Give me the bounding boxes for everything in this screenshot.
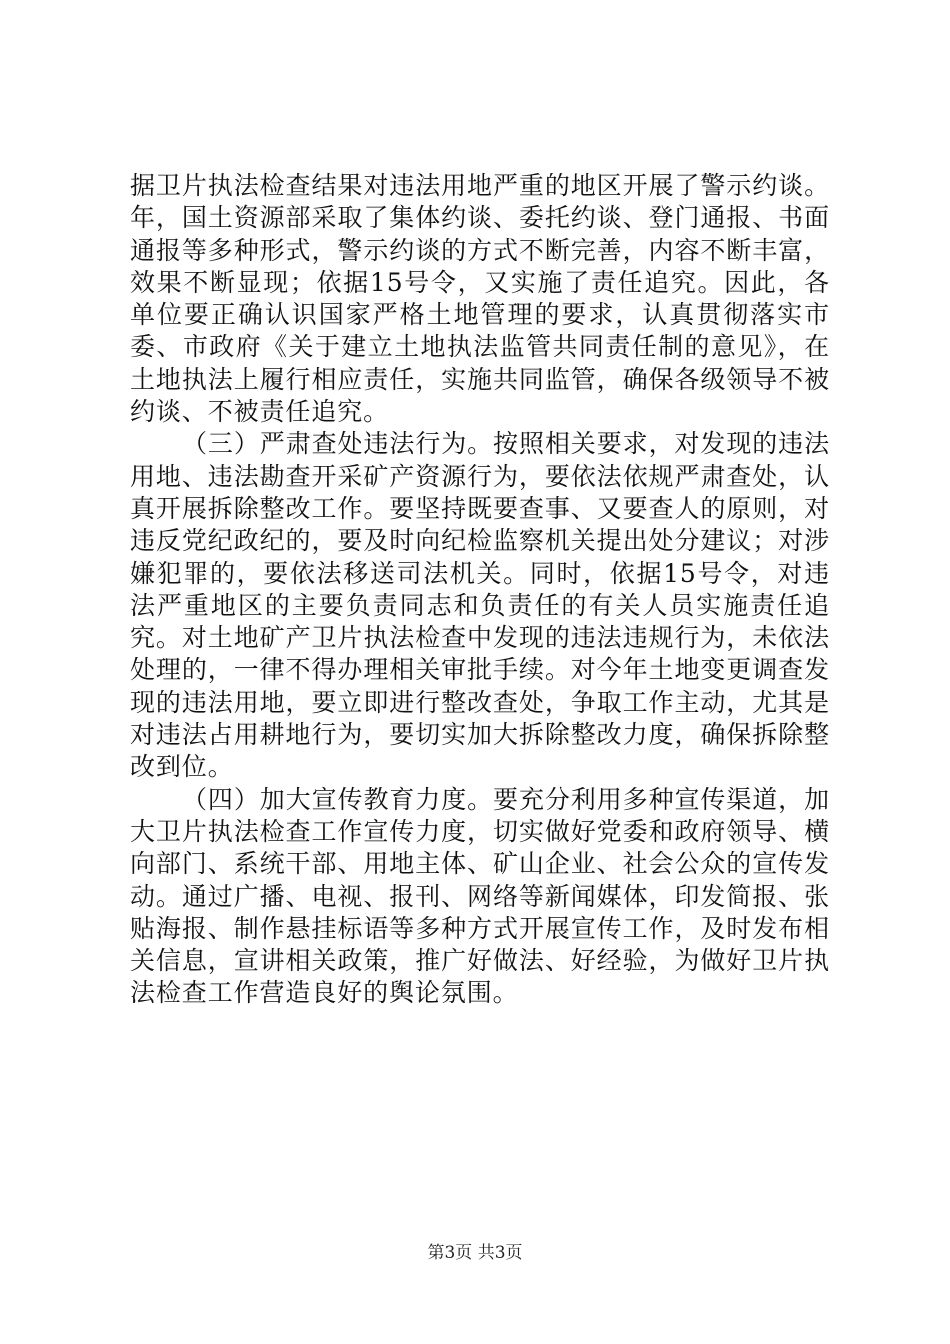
- page-number-footer: 第3页 共3页: [427, 1243, 523, 1263]
- paragraph-section-four: （四）加大宣传教育力度。要充分利用多种宣传渠道，加大卫片执法检查工作宣传力度，切实做好党委和政府领导、横向部门、系统干部、用地主体、矿山企业、社会公众的宣传发动。通过广播、电视、报刊、网络等新闻媒体，印发简报、张贴海报、制作悬挂标语等多种方式开展宣传工作，及时发布相关信息，宣讲相关政策，推广好做法、好经验，为做好卫片执法检查工作营造良好的舆论氛围。: [130, 784, 830, 1008]
- document-body: [130, 170, 830, 1010]
- paragraph-warning-talks: 据卫片执法检查结果对违法用地严重的地区开展了警示约谈。年，国土资源部采取了集体约谈、委托约谈、登门通报、书面通报等多种形式，警示约谈的方式不断完善，内容不断丰富，效果不断显现；依据15号令，又实施了责任追究。因此，各单位要正确认识国家严格土地管理的要求，认真贯彻落实市委、市政府《关于建立土地执法监管共同责任制的意见》，在土地执法上履行相应责任，实施共同监管，确保各级领导不被约谈、不被责任追究。: [130, 171, 830, 427]
- paragraph-section-three: （三）严肃查处违法行为。按照相关要求，对发现的违法用地、违法勘查开采矿产资源行为，要依法依规严肃查处，认真开展拆除整改工作。要坚持既要查事、又要查人的原则，对违反党纪政纪的，要及时向纪检监察机关提出处分建议；对涉嫌犯罪的，要依法移送司法机关。同时，依据15号令，对违法严重地区的主要负责同志和负责任的有关人员实施责任追究。对土地矿产卫片执法检查中发现的违法违规行为，未依法处理的，一律不得办理相关审批手续。对今年土地变更调查发现的违法用地，要立即进行整改查处，争取工作主动，尤其是对违法占用耕地行为，要切实加大拆除整改力度，确保拆除整改到位。: [130, 429, 830, 782]
